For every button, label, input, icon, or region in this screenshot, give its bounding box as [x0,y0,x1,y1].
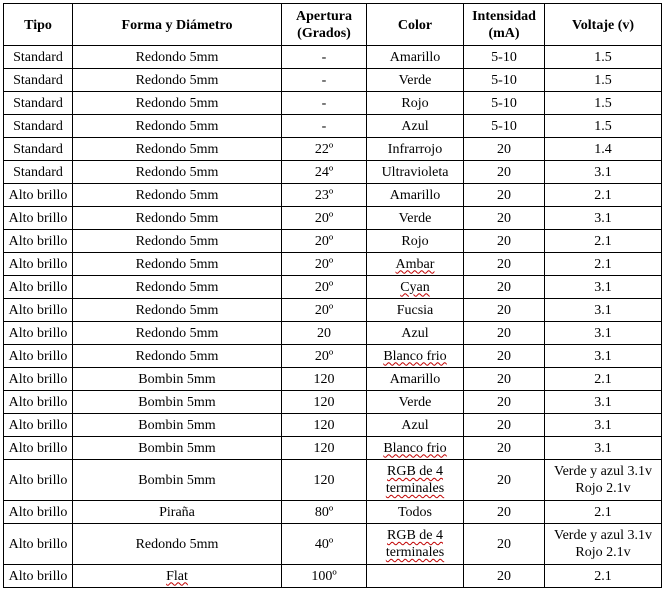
cell-apertura: 20º [282,230,367,253]
cell-tipo: Alto brillo [4,253,73,276]
cell-tipo: Alto brillo [4,437,73,460]
cell-forma: Redondo 5mm [73,299,282,322]
cell-intensidad: 20 [464,368,545,391]
cell-voltaje: 3.1 [545,345,662,368]
cell-intensidad: 20 [464,414,545,437]
cell-apertura: 22º [282,138,367,161]
cell-intensidad: 20 [464,184,545,207]
cell-voltaje: 1.5 [545,69,662,92]
header-intensidad: Intensidad (mA) [464,4,545,46]
cell-voltaje: 2.1 [545,368,662,391]
cell-color [367,565,464,588]
cell-voltaje: 3.1 [545,414,662,437]
cell-apertura: 120 [282,414,367,437]
cell-forma: Bombin 5mm [73,391,282,414]
cell-voltaje: 3.1 [545,391,662,414]
cell-intensidad: 20 [464,161,545,184]
cell-forma: Redondo 5mm [73,69,282,92]
cell-voltaje: 3.1 [545,322,662,345]
cell-tipo: Alto brillo [4,414,73,437]
cell-color: Todos [367,501,464,524]
table-row [4,299,662,322]
header-tipo: Tipo [4,4,73,46]
cell-intensidad: 20 [464,501,545,524]
cell-forma: Redondo 5mm [73,92,282,115]
cell-forma: Redondo 5mm [73,207,282,230]
cell-voltaje: Verde y azul 3.1v Rojo 2.1v [545,524,662,565]
cell-tipo: Standard [4,115,73,138]
cell-apertura: 20º [282,345,367,368]
cell-intensidad: 20 [464,391,545,414]
cell-intensidad: 5-10 [464,115,545,138]
cell-tipo: Standard [4,161,73,184]
table-row [4,92,662,115]
cell-forma: Redondo 5mm [73,253,282,276]
cell-color: Azul [367,115,464,138]
table-row [4,524,662,565]
table-row [4,184,662,207]
header-row [4,4,662,46]
table-row [4,565,662,588]
cell-color: Azul [367,322,464,345]
cell-tipo: Alto brillo [4,299,73,322]
cell-color: Verde [367,391,464,414]
cell-apertura: 120 [282,437,367,460]
cell-tipo: Standard [4,69,73,92]
cell-tipo: Alto brillo [4,524,73,565]
color-text: Blanco frio [383,348,447,364]
cell-intensidad: 20 [464,345,545,368]
table-row [4,437,662,460]
table-row [4,391,662,414]
cell-tipo: Standard [4,138,73,161]
cell-tipo: Alto brillo [4,184,73,207]
cell-voltaje: 1.5 [545,92,662,115]
header-forma-diametro: Forma y Diámetro [73,4,282,46]
cell-intensidad: 20 [464,460,545,501]
color-text: Cyan [400,279,430,295]
led-spec-table [3,3,662,588]
cell-apertura: - [282,115,367,138]
cell-apertura: - [282,92,367,115]
cell-forma: Redondo 5mm [73,46,282,69]
cell-tipo: Alto brillo [4,460,73,501]
cell-forma: Piraña [73,501,282,524]
cell-color: Amarillo [367,368,464,391]
cell-voltaje: 1.4 [545,138,662,161]
cell-intensidad: 20 [464,322,545,345]
cell-color: Amarillo [367,46,464,69]
cell-color: Verde [367,207,464,230]
cell-forma: Bombin 5mm [73,437,282,460]
color-text: Blanco frio [383,440,447,456]
cell-intensidad: 20 [464,437,545,460]
cell-forma: Redondo 5mm [73,115,282,138]
cell-color: Fucsia [367,299,464,322]
cell-tipo: Alto brillo [4,207,73,230]
cell-intensidad: 20 [464,207,545,230]
color-text: RGB de 4 terminales [385,464,445,496]
cell-tipo: Alto brillo [4,322,73,345]
cell-tipo: Alto brillo [4,501,73,524]
cell-color: Ultravioleta [367,161,464,184]
cell-voltaje: 2.1 [545,230,662,253]
cell-apertura: 100º [282,565,367,588]
cell-color [367,276,464,299]
cell-forma: Redondo 5mm [73,524,282,565]
cell-forma: Redondo 5mm [73,230,282,253]
cell-forma: Redondo 5mm [73,138,282,161]
table-row [4,368,662,391]
cell-color: Azul [367,414,464,437]
cell-intensidad: 20 [464,253,545,276]
cell-tipo: Alto brillo [4,230,73,253]
table-row [4,345,662,368]
cell-voltaje: 2.1 [545,565,662,588]
forma-text: Flat [166,568,188,584]
cell-intensidad: 5-10 [464,92,545,115]
cell-apertura: - [282,46,367,69]
cell-color [367,345,464,368]
cell-color: Rojo [367,230,464,253]
cell-voltaje: 1.5 [545,46,662,69]
cell-voltaje: 2.1 [545,501,662,524]
cell-color [367,460,464,501]
cell-intensidad: 20 [464,230,545,253]
cell-color: Amarillo [367,184,464,207]
cell-forma: Redondo 5mm [73,184,282,207]
cell-apertura: 20º [282,299,367,322]
cell-forma: Redondo 5mm [73,322,282,345]
cell-intensidad: 5-10 [464,46,545,69]
cell-apertura: 23º [282,184,367,207]
cell-color [367,524,464,565]
cell-color: Rojo [367,92,464,115]
table-row [4,414,662,437]
table-row [4,115,662,138]
cell-intensidad: 20 [464,524,545,565]
cell-voltaje: 2.1 [545,253,662,276]
cell-forma [73,565,282,588]
cell-color: Infrarrojo [367,138,464,161]
cell-forma: Redondo 5mm [73,345,282,368]
cell-intensidad: 5-10 [464,69,545,92]
cell-apertura: 80º [282,501,367,524]
cell-tipo: Alto brillo [4,276,73,299]
cell-tipo: Alto brillo [4,565,73,588]
cell-voltaje: 1.5 [545,115,662,138]
cell-intensidad: 20 [464,565,545,588]
cell-tipo: Standard [4,46,73,69]
header-color: Color [367,4,464,46]
cell-apertura: 40º [282,524,367,565]
table-row [4,501,662,524]
cell-voltaje: 3.1 [545,161,662,184]
cell-intensidad: 20 [464,138,545,161]
cell-voltaje: 3.1 [545,276,662,299]
cell-forma: Bombin 5mm [73,460,282,501]
cell-color [367,253,464,276]
table-row [4,138,662,161]
table-row [4,460,662,501]
table-row [4,207,662,230]
table-row [4,230,662,253]
table-row [4,322,662,345]
cell-tipo: Alto brillo [4,368,73,391]
table-row [4,69,662,92]
table-row [4,161,662,184]
cell-intensidad: 20 [464,299,545,322]
cell-color: Verde [367,69,464,92]
cell-apertura: - [282,69,367,92]
header-apertura: Apertura (Grados) [282,4,367,46]
cell-apertura: 120 [282,391,367,414]
cell-voltaje: 3.1 [545,299,662,322]
cell-voltaje: 2.1 [545,184,662,207]
header-voltaje: Voltaje (v) [545,4,662,46]
cell-tipo: Alto brillo [4,391,73,414]
color-text: RGB de 4 terminales [385,528,445,560]
cell-voltaje: Verde y azul 3.1v Rojo 2.1v [545,460,662,501]
cell-apertura: 20º [282,253,367,276]
cell-apertura: 120 [282,460,367,501]
cell-forma: Redondo 5mm [73,161,282,184]
cell-apertura: 20º [282,276,367,299]
cell-forma: Redondo 5mm [73,276,282,299]
cell-forma: Bombin 5mm [73,368,282,391]
cell-voltaje: 3.1 [545,437,662,460]
cell-color [367,437,464,460]
cell-apertura: 20 [282,322,367,345]
cell-apertura: 20º [282,207,367,230]
table-row [4,46,662,69]
cell-apertura: 120 [282,368,367,391]
cell-apertura: 24º [282,161,367,184]
cell-tipo: Standard [4,92,73,115]
color-text: Ambar [395,256,435,272]
cell-tipo: Alto brillo [4,345,73,368]
cell-intensidad: 20 [464,276,545,299]
table-row [4,253,662,276]
cell-voltaje: 3.1 [545,207,662,230]
table-row [4,276,662,299]
cell-forma: Bombin 5mm [73,414,282,437]
